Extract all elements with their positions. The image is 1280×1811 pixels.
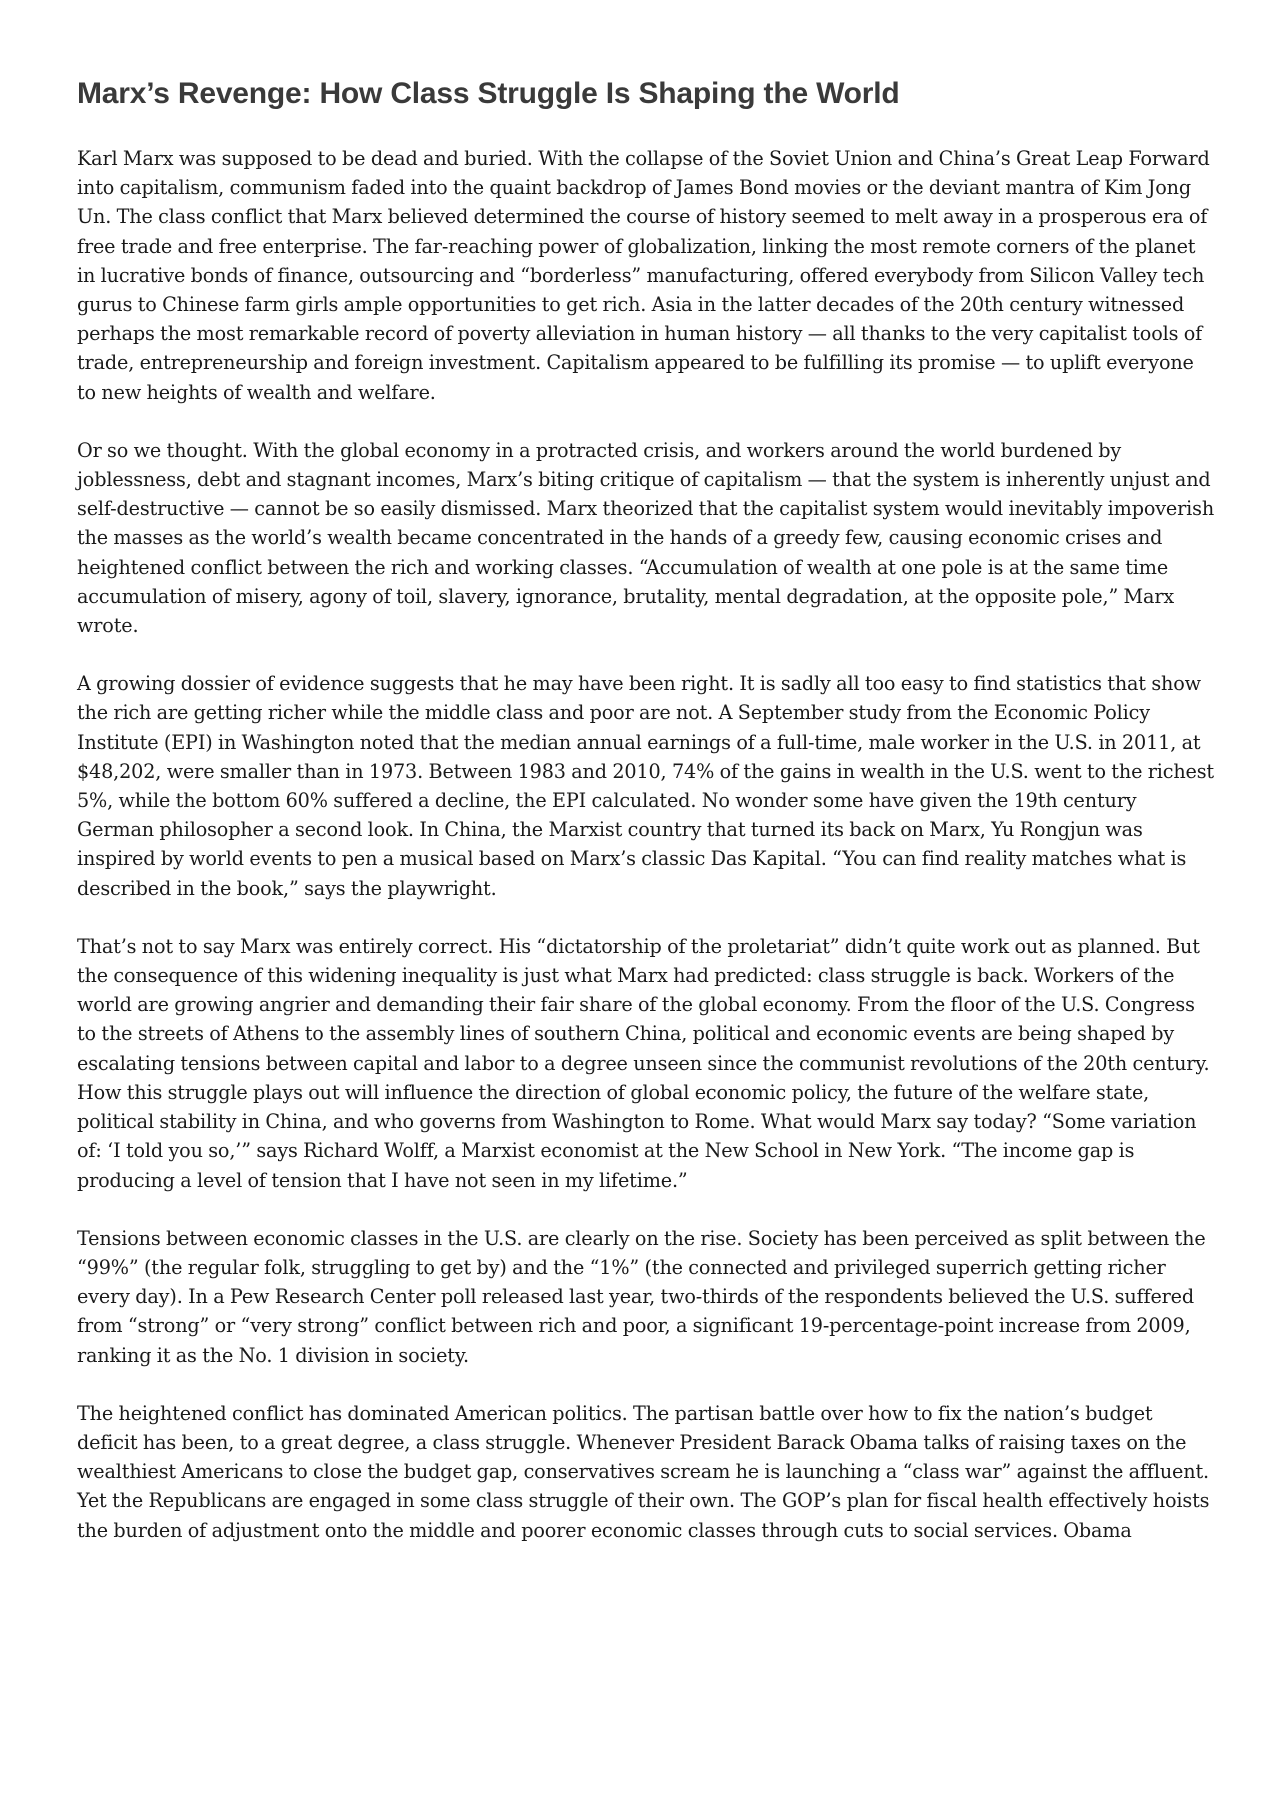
article-paragraph-6: The heightened conflict has dominated American politics. The partisan battle over how to fix the nation’s budget deficit has been, to a great degree, a class struggle. Whenever President Barack Obama talks of raising taxes on the wealthiest Americans to close the budget gap, conservatives scream he is launching a “class war” against the affluent. Yet the Republicans are engaged in some class struggle of their own. The GOP’s plan for fiscal health effectively hoists the burden of adjustment onto the middle and poorer economic classes through cuts to social services. Obama <box>77 1401 1210 1542</box>
document-page <box>77 74 1217 1574</box>
article-paragraph-3: A growing dossier of evidence suggests that he may have been right. It is sadly all too easy to find statistics that show the rich are getting richer while the middle class and poor are not. A September study from the Economic Policy Institute (EPI) in Washington noted that the median annual earnings of a full-time, male worker in the U.S. in 2011, at $48,202, were smaller than in 1973. Between 1983 and 2010, 74% of the gains in wealth in the U.S. went to the richest 5%, while the bottom 60% suffered a decline, the EPI calculated. No wonder some have given the 19th century German philosopher a second look. In China, the Marxist country that turned its back on Marx, Yu Rongjun was inspired by world events to pen a musical based on Marx’s classic Das Kapital. “You can find reality matches what is described in the book,” says the playwright. <box>77 672 1214 900</box>
article-paragraph-4: That’s not to say Marx was entirely correct. His “dictatorship of the proletariat” didn’t quite work out as planned. But the consequence of this widening inequality is just what Marx had predicted: class struggle is back. Workers of the world are growing angrier and demanding their fair share of the global economy. From the floor of the U.S. Congress to the streets of Athens to the assembly lines of southern China, political and economic events are being shaped by escalating tensions between capital and labor to a degree unseen since the communist revolutions of the 20th century. How this struggle plays out will influence the direction of global economic policy, the future of the welfare state, political stability in China, and who governs from Washington to Rome. What would Marx say today? “Some variation of: ‘I told you so,’” says Richard Wolff, a Marxist economist at the New School in New York. “The income gap is producing a level of tension that I have not seen in my lifetime.” <box>77 934 1210 1192</box>
article-paragraph-2: Or so we thought. With the global economy in a protracted crisis, and workers around the world burdened by joblessness, debt and stagnant incomes, Marx’s biting critique of capitalism — that the system is inherently unjust and self-destructive — cannot be so easily dismissed. Marx theorized that the capitalist system would inevitably impoverish the masses as the world’s wealth became concentrated in the hands of a greedy few, causing economic crises and heightened conflict between the rich and working classes. “Accumulation of wealth at one pole is at the same time accumulation of misery, agony of toil, slavery, ignorance, brutality, mental degradation, at the opposite pole,” Marx wrote. <box>77 438 1215 638</box>
article-paragraph-5: Tensions between economic classes in the U.S. are clearly on the rise. Society has been perceived as split between the “99%” (the regular folk, struggling to get by) and the “1%” (the connected and privileged superrich getting richer every day). In a Pew Research Center poll released last year, two-thirds of the respondents believed the U.S. suffered from “strong” or “very strong” conflict between rich and poor, a significant 19-percentage-point increase from 2009, ranking it as the No. 1 division in society. <box>77 1226 1206 1367</box>
article-title: Marx’s Revenge: How Class Struggle Is Shaping the World <box>77 77 900 110</box>
article-paragraph-1: Karl Marx was supposed to be dead and buried. With the collapse of the Soviet Union and China’s Great Leap Forward into capitalism, communism faded into the quaint backdrop of James Bond movies or the deviant mantra of Kim Jong Un. The class conflict that Marx believed determined the course of history seemed to melt away in a prosperous era of free trade and free enterprise. The far-reaching power of globalization, linking the most remote corners of the planet in lucrative bonds of finance, outsourcing and “borderless” manufacturing, offered everybody from Silicon Valley tech gurus to Chinese farm girls ample opportunities to get rich. Asia in the latter decades of the 20th century witnessed perhaps the most remarkable record of poverty alleviation in human history — all thanks to the very capitalist tools of trade, entrepreneurship and foreign investment. Capitalism appeared to be fulfilling its promise — to uplift everyone to new heights of wealth and welfare. <box>77 147 1210 404</box>
